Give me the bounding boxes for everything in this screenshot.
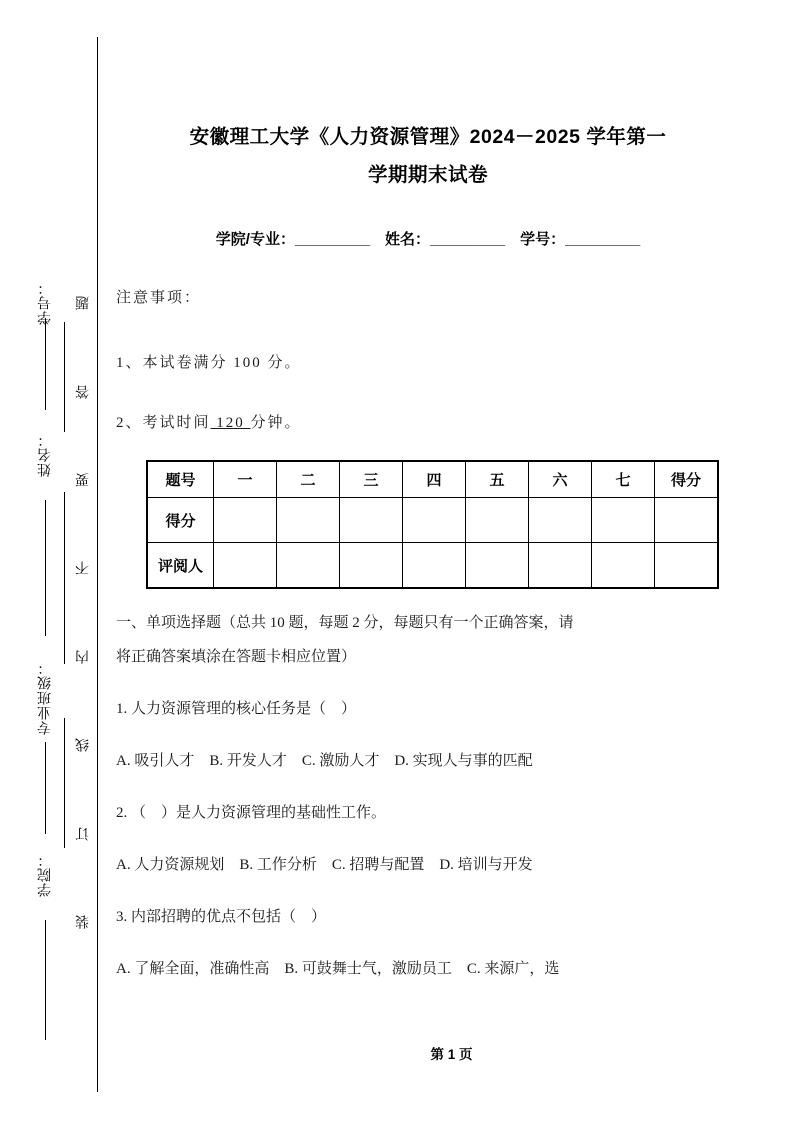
margin-write-line-3 — [45, 742, 46, 834]
table-header-cell: 六 — [529, 461, 592, 498]
seal-char-8: 装 — [76, 915, 91, 929]
margin-label-class: 专业班级： — [38, 660, 53, 735]
question-section — [116, 606, 724, 986]
margin-write-line-4 — [45, 920, 46, 1040]
exam-sheet — [110, 0, 793, 1122]
question-stem-2: 2. （ ）是人力资源管理的基础性工作。 — [116, 805, 387, 821]
score-cell[interactable] — [655, 498, 719, 543]
score-cell[interactable] — [277, 498, 340, 543]
reviewer-cell[interactable] — [214, 543, 277, 589]
seal-char-5: 内 — [76, 650, 91, 664]
score-cell[interactable] — [592, 498, 655, 543]
reviewer-cell[interactable] — [655, 543, 719, 589]
margin-label-college: 学院： — [38, 852, 53, 897]
student-info-fields: 学院/专业：_________ 姓名：_________ 学号：_________ — [215, 231, 641, 248]
page-title-line-1: 安徽理工大学《人力资源管理》2024－2025 学年第一 — [189, 126, 667, 148]
seal-char-3: 要 — [76, 473, 91, 487]
seal-char-2: 答 — [76, 385, 91, 399]
binding-margin — [0, 0, 110, 1122]
note-duration-suffix: 分钟。 — [250, 415, 302, 431]
note-duration-prefix: 2、考试时间 — [116, 415, 211, 431]
seal-char-6: 线 — [76, 738, 91, 752]
table-row-reviewer — [147, 543, 718, 589]
note-item-duration — [116, 408, 716, 438]
score-table — [146, 460, 719, 589]
table-row-header — [147, 461, 718, 498]
note-item-total-score: 1、本试卷满分 100 分。 — [116, 355, 302, 371]
reviewer-cell[interactable] — [529, 543, 592, 589]
seal-char-7: 订 — [76, 827, 91, 841]
seal-char-1: 题 — [76, 296, 91, 310]
reviewer-cell[interactable] — [466, 543, 529, 589]
margin-label-name: 姓名： — [38, 432, 53, 477]
question-stem-3: 3. 内部招聘的优点不包括（ ） — [116, 909, 327, 925]
binding-rule-inner-middle — [64, 492, 65, 664]
section-heading — [116, 606, 724, 674]
reviewer-cell[interactable] — [277, 543, 340, 589]
table-row-label: 评阅人 — [147, 543, 214, 589]
margin-write-line-1 — [45, 318, 46, 410]
question-options-3[interactable]: A. 了解全面，准确性高 B. 可鼓舞士气，激励员工 C. 来源广，选 — [116, 961, 560, 977]
page-title — [128, 118, 728, 194]
binding-rule-inner-bottom — [64, 718, 65, 848]
score-cell[interactable] — [466, 498, 529, 543]
table-header-cell: 三 — [340, 461, 403, 498]
table-header-cell: 七 — [592, 461, 655, 498]
reviewer-cell[interactable] — [592, 543, 655, 589]
section-heading-line-2: 将正确答案填涂在答题卡相应位置） — [116, 649, 357, 665]
score-cell[interactable] — [340, 498, 403, 543]
table-header-cell: 得分 — [655, 461, 719, 498]
student-info-line — [128, 228, 728, 249]
margin-write-line-2 — [45, 500, 46, 636]
table-header-cell: 一 — [214, 461, 277, 498]
table-header-cell: 五 — [466, 461, 529, 498]
question-stem-1: 1. 人力资源管理的核心任务是（ ） — [116, 701, 357, 717]
margin-label-student-id: 学号： — [38, 280, 53, 325]
score-cell[interactable] — [403, 498, 466, 543]
notes-heading: 注意事项： — [116, 290, 202, 306]
binding-rule-inner-top — [64, 322, 65, 432]
reviewer-cell[interactable] — [340, 543, 403, 589]
seal-char-4: 不 — [76, 561, 91, 575]
section-heading-line-1: 一、单项选择题（总共 10 题，每题 2 分，每题只有一个正确答案，请 — [116, 615, 574, 631]
note-duration-value: 120 — [210, 415, 251, 431]
table-row-label: 得分 — [147, 498, 214, 543]
question-options-1[interactable]: A. 吸引人才 B. 开发人才 C. 激励人才 D. 实现人与事的匹配 — [116, 753, 533, 769]
table-header-cell: 四 — [403, 461, 466, 498]
score-cell[interactable] — [214, 498, 277, 543]
page-title-line-2: 学期期末试卷 — [367, 164, 488, 186]
table-row-score — [147, 498, 718, 543]
table-header-cell: 二 — [277, 461, 340, 498]
reviewer-cell[interactable] — [403, 543, 466, 589]
question-options-2[interactable]: A. 人力资源规划 B. 工作分析 C. 招聘与配置 D. 培训与开发 — [116, 857, 533, 873]
score-cell[interactable] — [529, 498, 592, 543]
table-header-cell: 题号 — [147, 461, 214, 498]
page-footer: 第 1 页 — [430, 1047, 473, 1062]
binding-rule-outer — [97, 37, 98, 1092]
